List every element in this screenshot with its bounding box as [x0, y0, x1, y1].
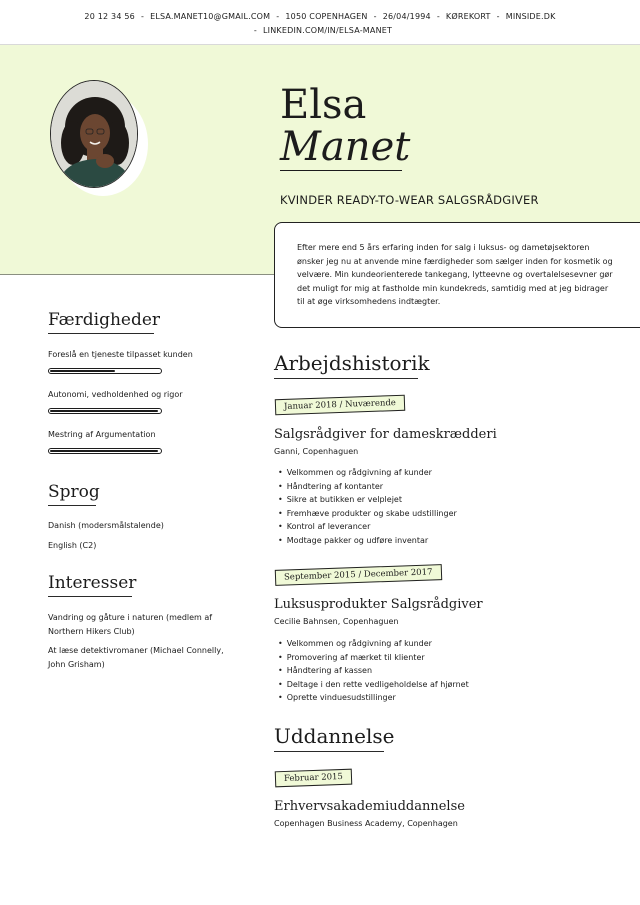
list-item: • Velkommen og rådgivning af kunder: [278, 466, 457, 480]
skill-label: Autonomi, vedholdenhed og rigor: [48, 390, 183, 399]
contact-line-2: [0, 26, 640, 35]
school-name: Copenhagen Business Academy, Copenhagen: [274, 819, 458, 828]
skill-label: Foreslå en tjeneste tilpasset kunden: [48, 350, 193, 359]
work-heading: Arbejdshistorik: [274, 351, 430, 375]
summary-text: Efter mere end 5 års erfaring inden for salg i luksus- og dametøjsektoren ønsker jeg nu at anvende mine færdigheder som sælger inden for kosmetik og velvære. Min kundeorienterede tankegang, lyttеevne og overtalelsesevner gør det muligt for mig at fastholde min kundekreds, samtidig med at jeg bidrager til at øge virksomhedens indtægter.: [297, 243, 613, 307]
list-item: • Håndtering af kontanter: [278, 480, 457, 494]
skills-heading-underline: [48, 333, 154, 334]
language-item: Danish (modersmålstalende): [48, 521, 164, 530]
work-heading-underline: [274, 378, 418, 379]
phone: 20 12 34 56: [84, 12, 135, 21]
education-heading-underline: [274, 751, 384, 752]
list-item: • Håndtering af kassen: [278, 664, 469, 678]
job-duties-list: [278, 637, 469, 705]
name-underline: [280, 170, 402, 171]
skill-level-fill: [50, 410, 158, 412]
skill-level-bar: [48, 368, 162, 374]
interests-heading-underline: [48, 596, 132, 597]
skills-heading: Færdigheder: [48, 310, 161, 330]
list-item: • Velkommen og rådgivning af kunder: [278, 637, 469, 651]
degree-title: Erhvervsakademiuddannelse: [274, 799, 465, 814]
language-item: English (C2): [48, 541, 97, 550]
job-duties-list: [278, 466, 457, 548]
profile-photo: [50, 80, 138, 188]
contact-bar: [0, 0, 640, 45]
contact-separator: -: [496, 12, 500, 21]
website-link[interactable]: MINSIDE.DK: [505, 12, 556, 21]
contact-separator: -: [276, 12, 280, 21]
address: 1050 COPENHAGEN: [285, 12, 368, 21]
list-item: • Sikre at butikken er velplejet: [278, 493, 457, 507]
education-heading: Uddannelse: [274, 724, 395, 748]
skill-label: Mestring af Argumentation: [48, 430, 156, 439]
list-item: • Kontrol af leverancer: [278, 520, 457, 534]
job-company: Cecilie Bahnsen, Copenhaguen: [274, 617, 399, 626]
languages-heading-underline: [48, 505, 96, 506]
list-item: • Promovering af mærket til klienter: [278, 651, 469, 665]
interest-item: Vandring og gåture i naturen (medlem af Northern Hikers Club): [48, 613, 213, 636]
job-title: KVINDER READY-TO-WEAR SALGSRÅDGIVER: [280, 193, 539, 207]
header-divider: [0, 274, 276, 275]
skill-level-fill: [50, 370, 115, 372]
first-name: Elsa: [280, 82, 367, 128]
job-company: Ganni, Copenhaguen: [274, 447, 359, 456]
linkedin-link[interactable]: LINKEDIN.COM/IN/ELSA-MANET: [263, 26, 393, 35]
list-item: • Oprette vinduesudstillinger: [278, 691, 469, 705]
contact-line-1: [0, 12, 640, 21]
birthdate: 26/04/1994: [382, 12, 431, 21]
contact-separator: -: [140, 12, 145, 21]
summary-box: [274, 222, 640, 328]
interest-item: At læse detektivromaner (Michael Connelly, John Grisham): [48, 646, 224, 669]
portrait-illustration: [51, 81, 138, 188]
languages-heading: Sprog: [48, 482, 100, 502]
list-item: • Modtage pakker og udføre inventar: [278, 534, 457, 548]
interests-heading: Interesser: [48, 573, 137, 593]
email-link[interactable]: ELSA.MANET10@GMAIL.COM: [150, 12, 271, 21]
list-item: • Deltage i den rette vedligeholdelse af hjørnet: [278, 678, 469, 692]
contact-separator: -: [373, 12, 377, 21]
list-item: • Fremhæve produkter og skabe udstillinger: [278, 507, 457, 521]
education-date-badge: Februar 2015: [275, 769, 352, 788]
job-date-badge: September 2015 / December 2017: [275, 564, 442, 586]
last-name: Manet: [280, 124, 411, 170]
job-title-entry: Salgsrådgiver for dameskrædderi: [274, 427, 497, 442]
job-title-entry: Luksusprodukter Salgsrådgiver: [274, 597, 483, 612]
contact-separator: -: [436, 12, 440, 21]
skill-level-bar: [48, 448, 162, 454]
job-date-badge: Januar 2018 / Nuværende: [275, 395, 405, 416]
contact-separator: -: [253, 26, 257, 35]
drivers-license: KØREKORT: [445, 12, 491, 21]
skill-level-bar: [48, 408, 162, 414]
skill-level-fill: [50, 450, 158, 452]
